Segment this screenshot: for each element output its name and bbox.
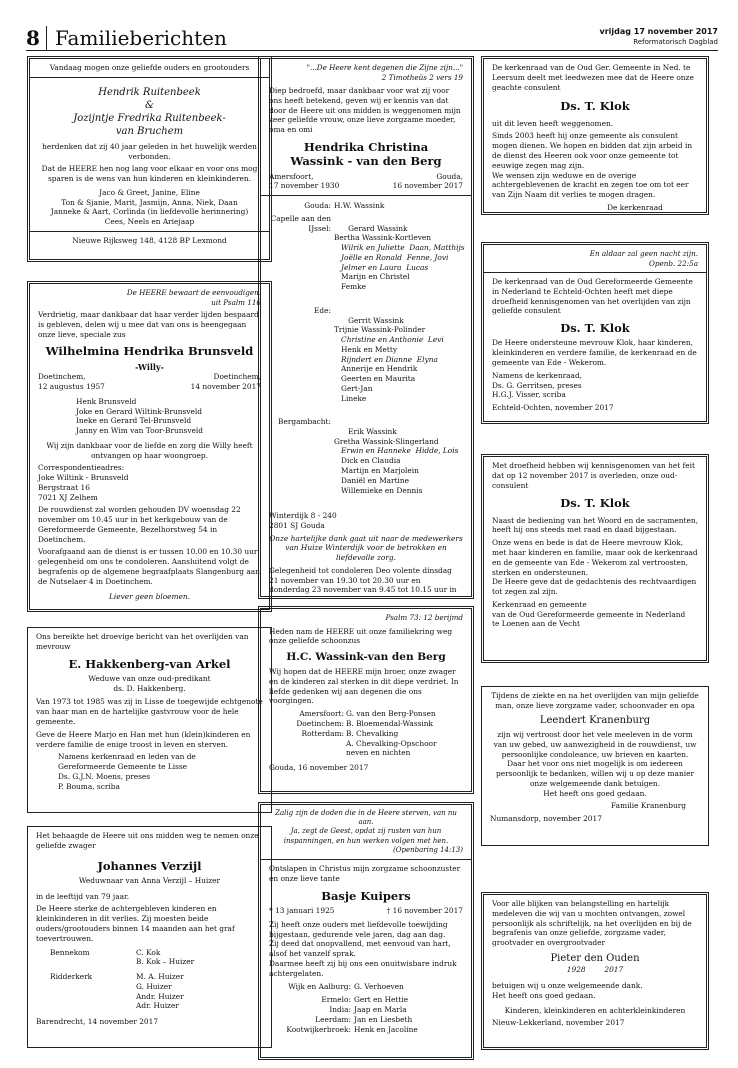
- ad-text: Onze wens en bede is dat de Heere mevrouw Klok, met haar kinderen en familie, maar ook de kerkenraad en de gemeente van Ede - Wekerom zal vertroosten, sterken en ondersteunen.: [492, 538, 698, 577]
- divider: [30, 77, 269, 78]
- ad-text: Onze hartelijke dank gaat uit naar de medewerkers van Huize Winterdijk voor de betrokken en liefdevolle zorg.: [269, 533, 463, 563]
- family-list: Jaco & Greet, Janine, Eline Ton & Sjanie, Marit, Jasmijn, Anna, Niek, Daan Janneke & Aart, Corlinda (in liefdevolle herinnering) Cees, Neels en Ariejaap: [50, 187, 249, 227]
- obituary-klok-echteld: [481, 242, 709, 424]
- page-header: [26, 26, 718, 51]
- section-title: Familieberichten: [46, 26, 227, 50]
- ad-text: De Heere sterke de achtergebleven kinderen en kleinkinderen in dit verlies. Zij moesten beide ouders/grootouders binnen 14 maanden aan het graf toevertrouwen.: [36, 904, 235, 943]
- ad-text: De Heere geve dat de gedachtenis des rechtvaardigen tot zegen zal zijn.: [492, 577, 697, 597]
- ad-text: Gelegenheid tot condoleren Deo volente dinsdag 21 november van 19.30 tot 20.30 uur en donderdag 23 november van 9.45 tot 10.15 uur in: [269, 565, 457, 595]
- address: Nieuwe Rijksweg 148, 4128 BP Lexmond: [72, 235, 227, 245]
- motto: "...De Heere kent degenen die Zijne zijn..." 2 Timotheüs 2 vers 19: [306, 63, 463, 82]
- ad-text: Diep bedroefd, maar dankbaar voor wat zij voor ons heeft betekend, geven wij er kennis van dat door de Heere uit ons midden is weggenomen mijn zeer geliefde vrouw, onze lieve zorgzame moeder, oma en omi: [269, 86, 461, 135]
- ad-text: De kerkenraad van de Oud Ger. Gemeente in Ned. te Leersum deelt met leedwezen mee dat de Heere onze geachte consulent: [492, 63, 694, 92]
- motto: En aldaar zal geen nacht zijn. Openb. 22:5a: [589, 249, 698, 268]
- ad-text: Geve de Heere Marjo en Han met hun (klein)kinderen en verdere familie de enige troost in leven en sterven.: [36, 729, 251, 749]
- paper-name: Reformatorisch Dagblad: [633, 38, 718, 46]
- ad-text: De kerkenraad van de Oud Gereformeerde Gemeente in Nederland te Echteld-Ochten heeft met diepe droefheid kennisgenomen van het overlijden van zijn geliefde consulent: [492, 277, 693, 316]
- signature: De kerkenraad: [607, 202, 663, 212]
- ad-text: zijn wij vertroost door het vele meeleven in de vorm van uw gebed, uw aanwezigheid in de rouwdienst, uw persoonlijke condoleance, uw brieven en kaarten.: [493, 730, 697, 759]
- ad-text: Ontslapen in Christus mijn zorgzame schoonzuster en onze lieve tante: [269, 864, 461, 883]
- ad-text: Tijdens de ziekte en na het overlijden van mijn geliefde man, onze lieve zorgzame vader, schoonvader en opa: [491, 691, 699, 710]
- dates: Amersfoort, 17 november 1930 Gouda, 16 november 2017: [269, 171, 463, 191]
- motto: De HEERE bewaart de eenvoudigen. uit Psalm 116: [126, 288, 261, 307]
- family-table: Wijk en Aalburg: G. Verhoeven Ermelo: Gert en Hettie India: Jaap en Marla Leerdam: Jan en Liesbeth Kootwijkerbroek: Henk en Jacoline: [286, 982, 418, 1034]
- ad-text: Verdrietig, maar dankbaar dat haar verder lijden bespaard is gebleven, delen wij u mee dat van ons is heengegaan onze lieve, speciale zus: [38, 310, 259, 339]
- person-name: Ds. T. Klok: [560, 496, 630, 511]
- ad-text: Het behaagde de Heere uit ons midden weg te nemen onze geliefde zwager: [36, 831, 259, 850]
- footer: Numansdorp, november 2017: [490, 814, 602, 824]
- ad-text: herdenken dat zij 40 jaar geleden in het huwelijk werden verbonden.: [42, 141, 257, 161]
- divider: [261, 859, 471, 860]
- footer: Gouda, 16 november 2017: [269, 763, 369, 773]
- subtitle: Weduwnaar van Anna Verzijl – Huizer: [78, 875, 221, 885]
- dates: Doetinchem, 12 augustus 1957 Doetinchem, 14 november 2017: [38, 372, 261, 391]
- address: Winterdijk 8 - 240 2801 SJ Gouda: [269, 511, 337, 530]
- ad-text: Naast de bediening van het Woord en de sacramenten, heeft hij ons steeds met raad en daad bijgestaan.: [492, 515, 698, 535]
- person-name: Hendrik Ruitenbeek & Jozijntje Fredrika Ruitenbeek- van Bruchem: [73, 86, 226, 137]
- divider: [261, 195, 471, 196]
- person-name: Ds. T. Klok: [560, 99, 630, 114]
- footer: Barendrecht, 14 november 2017: [36, 1017, 159, 1027]
- years: 1928 2017: [566, 965, 624, 975]
- obituary-verzijl: [27, 826, 272, 1048]
- signature: Familie Kranenburg: [611, 801, 686, 811]
- ad-text: uit dit leven heeft weggenomen.: [492, 118, 614, 128]
- thanks-kranenburg: [481, 686, 709, 846]
- ad-text: De rouwdienst zal worden gehouden DV woensdag 22 november om 10.45 uur in het kerkgebouw van de Gereformeerde Gemeente, Bezelhorstweg 54 in Doetinchem.: [38, 505, 241, 544]
- ad-text: Het heeft ons goed gedaan.: [543, 788, 647, 798]
- signature: Namens kerkenraad en leden van de Gereformeerde Gemeente te Lisse Ds. G.J.N. Moens, preses P. Bouma, scriba: [58, 752, 196, 791]
- closing: Liever geen bloemen.: [108, 591, 191, 601]
- ad-text: Daarmee heeft zij bij ons een onuitwisbare indruk achtergelaten.: [269, 958, 457, 978]
- age: in de leeftijd van 79 jaar.: [36, 891, 130, 901]
- divider: [484, 272, 706, 273]
- ad-text: Wij hopen dat de HEERE mijn broer, onze zwager en de kinderen zal sterken in dit diepe verdriet. In liefde gedenken wij aan degenen die ons voorgingen.: [269, 667, 459, 706]
- motto: Zalig zijn de doden die in de Heere sterven, van nu aan. Ja, zegt de Geest, opdat zij rusten van hun inspanningen, en hun werken volgen met hen. (Openbaring 14:13): [275, 809, 463, 854]
- signature: Namens de kerkenraad, Ds. G. Gerritsen, preses H.G.J. Visser, scriba: [492, 370, 583, 400]
- family-table: Gouda: H.W. Wassink Capelle aan den IJssel: Gerard Wassink Bertha Wassink-Kortleven Wilrik en Juliette Daan, Matthijs Joëlle en Ronald Fenne, Jovi Jelmer en Laura Lucas Marijn en Christel Femke Ede: Gerrit Wassink Trijnie Wassink-Polinder Christine en Anthonie Levi Henk en Metty Rijndert en Dianne Elyna Annerije en Hendrik Geerten en Maurita Gert-Jan Lineke Bergambacht: Erik Wassink Gretha Wassink-Slingerland Erwin en Hanneke Hidde, Lois Dick en Claudia Martijn en Marjolein Daniël en Martine Willemieke en Dennis: [270, 201, 465, 495]
- person-name: Pieter den Ouden: [550, 952, 640, 964]
- ad-text: Met droefheid hebben wij kennisgenomen van het feit dat op 12 november 2017 is overleden, onze oud-consulent: [492, 461, 695, 490]
- person-name: Ds. T. Klok: [560, 321, 630, 336]
- person-name: Basje Kuipers: [321, 888, 411, 903]
- thanks-den-ouden: [481, 892, 709, 1050]
- obituary-wassink: [258, 56, 474, 599]
- page-number: 8: [26, 26, 40, 50]
- family-table: Bennekom C. Kok B. Kok – Huizer Ridderkerk M. A. Huizer G. Huizer Andr. Huizer Adr. Huizer: [50, 947, 195, 1011]
- person-name: H.C. Wassink-van den Berg: [286, 651, 446, 664]
- ad-text: Voor alle blijken van belangstelling en hartelijk medeleven die wij van u mochten ontvangen, zowel persoonlijk als schriftelijk, na het overlijden en bij de begrafenis van onze geliefde, zorgzame vader, grootvader en overgrootvader: [492, 899, 692, 948]
- obituary-kuipers: [258, 802, 474, 1060]
- family-list: Henk Brunsveld Joke en Gerard Wiltink-Brunsveld Ineke en Gerard Tel-Brunsveld Janny en Wim van Toor-Brunsveld: [76, 396, 203, 436]
- person-name: Leendert Kranenburg: [539, 714, 651, 726]
- issue-date: vrijdag 17 november 2017: [599, 27, 718, 36]
- obituary-klok-leersum: [481, 56, 709, 215]
- signature: Kerkenraad en gemeente van de Oud Gereformeerde gemeente in Nederland te Loenen aan de Vecht: [492, 599, 686, 629]
- ad-text: betuigen wij u onze welgemeende dank.: [492, 981, 643, 991]
- ad-text: De Heere ondersteune mevrouw Klok, haar kinderen, kleinkinderen en verdere familie, de kerkenraad en de gemeente van Ede - Wekerom.: [492, 338, 697, 367]
- obituary-klok-loenen: [481, 454, 709, 663]
- ad-text: Zij deed dat onopvallend, met eenvoud van hart, alsof het vanzelf sprak.: [269, 939, 451, 959]
- ad-intro: Vandaag mogen onze geliefde ouders en grootouders: [49, 63, 250, 72]
- anniversary-ad: [27, 56, 272, 262]
- dates: * 13 januari 1925 † 16 november 2017: [269, 906, 463, 916]
- motto: Psalm 73: 12 berijmd: [385, 613, 463, 622]
- nickname: -Willy-: [135, 361, 164, 372]
- footer: Nieuw-Lekkerland, november 2017: [492, 1018, 625, 1028]
- person-name: Hendrika Christina Wassink - van den Berg: [290, 139, 442, 169]
- ad-text: Van 1973 tot 1985 was zij in Lisse de toegewijde echtgenote van haar man en de hartelijke gastvrouw voor de hele gemeente.: [36, 697, 263, 726]
- person-name: Wilhelmina Hendrika Brunsveld: [45, 344, 254, 359]
- ad-text: Het heeft ons goed gedaan.: [492, 990, 596, 1000]
- obituary-hc-wassink: [258, 606, 474, 794]
- ad-text: Ons bereikte het droevige bericht van het overlijden van mevrouw: [36, 632, 249, 651]
- obituary-brunsveld: [27, 281, 272, 612]
- signature: Kinderen, kleinkinderen en achterkleinkinderen: [504, 1005, 686, 1015]
- ad-text: Voorafgaand aan de dienst is er tussen 10.00 en 10.30 uur gelegenheid om ons te condoleren. Aansluitend volgt de begrafenis op de algemene begraafplaats Slangenburg aan de Nutselaer 4 in Doetinchem.: [38, 547, 260, 586]
- person-name: Johannes Verzijl: [97, 858, 202, 873]
- ad-text: Dat de HEERE hen nog lang voor elkaar en voor ons mog sparen is de wens van hun kinderen en kleinkinderen.: [41, 164, 258, 184]
- ad-text: Wij zijn dankbaar voor de liefde en zorg die Willy heeft ontvangen op haar woongroep.: [46, 440, 253, 460]
- ad-text: We wensen zijn weduwe en de overige achtergeblevenen de kracht en zegen toe om tot eer van Zijn Naam dit verlies te mogen dragen.: [492, 170, 689, 200]
- ad-text: Sinds 2003 heeft hij onze gemeente als consulent mogen dienen. We hopen en bidden dat zijn arbeid in de dienst des Heeren ook voor onze gemeente tot eeuwige zegen mag zijn.: [492, 131, 693, 170]
- person-name: E. Hakkenberg-van Arkel: [68, 656, 231, 671]
- correspondence: Correspondentieadres: Joke Wiltink - Brunsveld Bergstraat 16 7021 XJ Zelhem: [38, 463, 129, 502]
- ad-text: Zij heeft onze ouders met liefdevolle toewijding bijgestaan, gedurende vele jaren, dag aan dag.: [269, 919, 448, 939]
- footer: Echteld-Ochten, november 2017: [492, 403, 614, 413]
- family-table: Amersfoort: G. van den Berg-Ponsen Doetinchem: B. Bloemendal-Wassink Rotterdam: B. Chevalking A. Chevalking-Opschoor neven en nichten: [296, 709, 437, 758]
- divider: [30, 231, 269, 232]
- ad-text: Daar het voor ons niet mogelijk is om iedereen persoonlijk te bedanken, willen wij u op deze manier onze welgemeende dank betuigen.: [496, 759, 694, 788]
- subtitle: Weduwe van onze oud-predikant ds. D. Hakkenberg.: [88, 673, 211, 693]
- ad-text: Heden nam de HEERE uit onze familiekring weg onze geliefde schoonzus: [269, 626, 453, 646]
- obituary-hakkenberg: [27, 627, 272, 813]
